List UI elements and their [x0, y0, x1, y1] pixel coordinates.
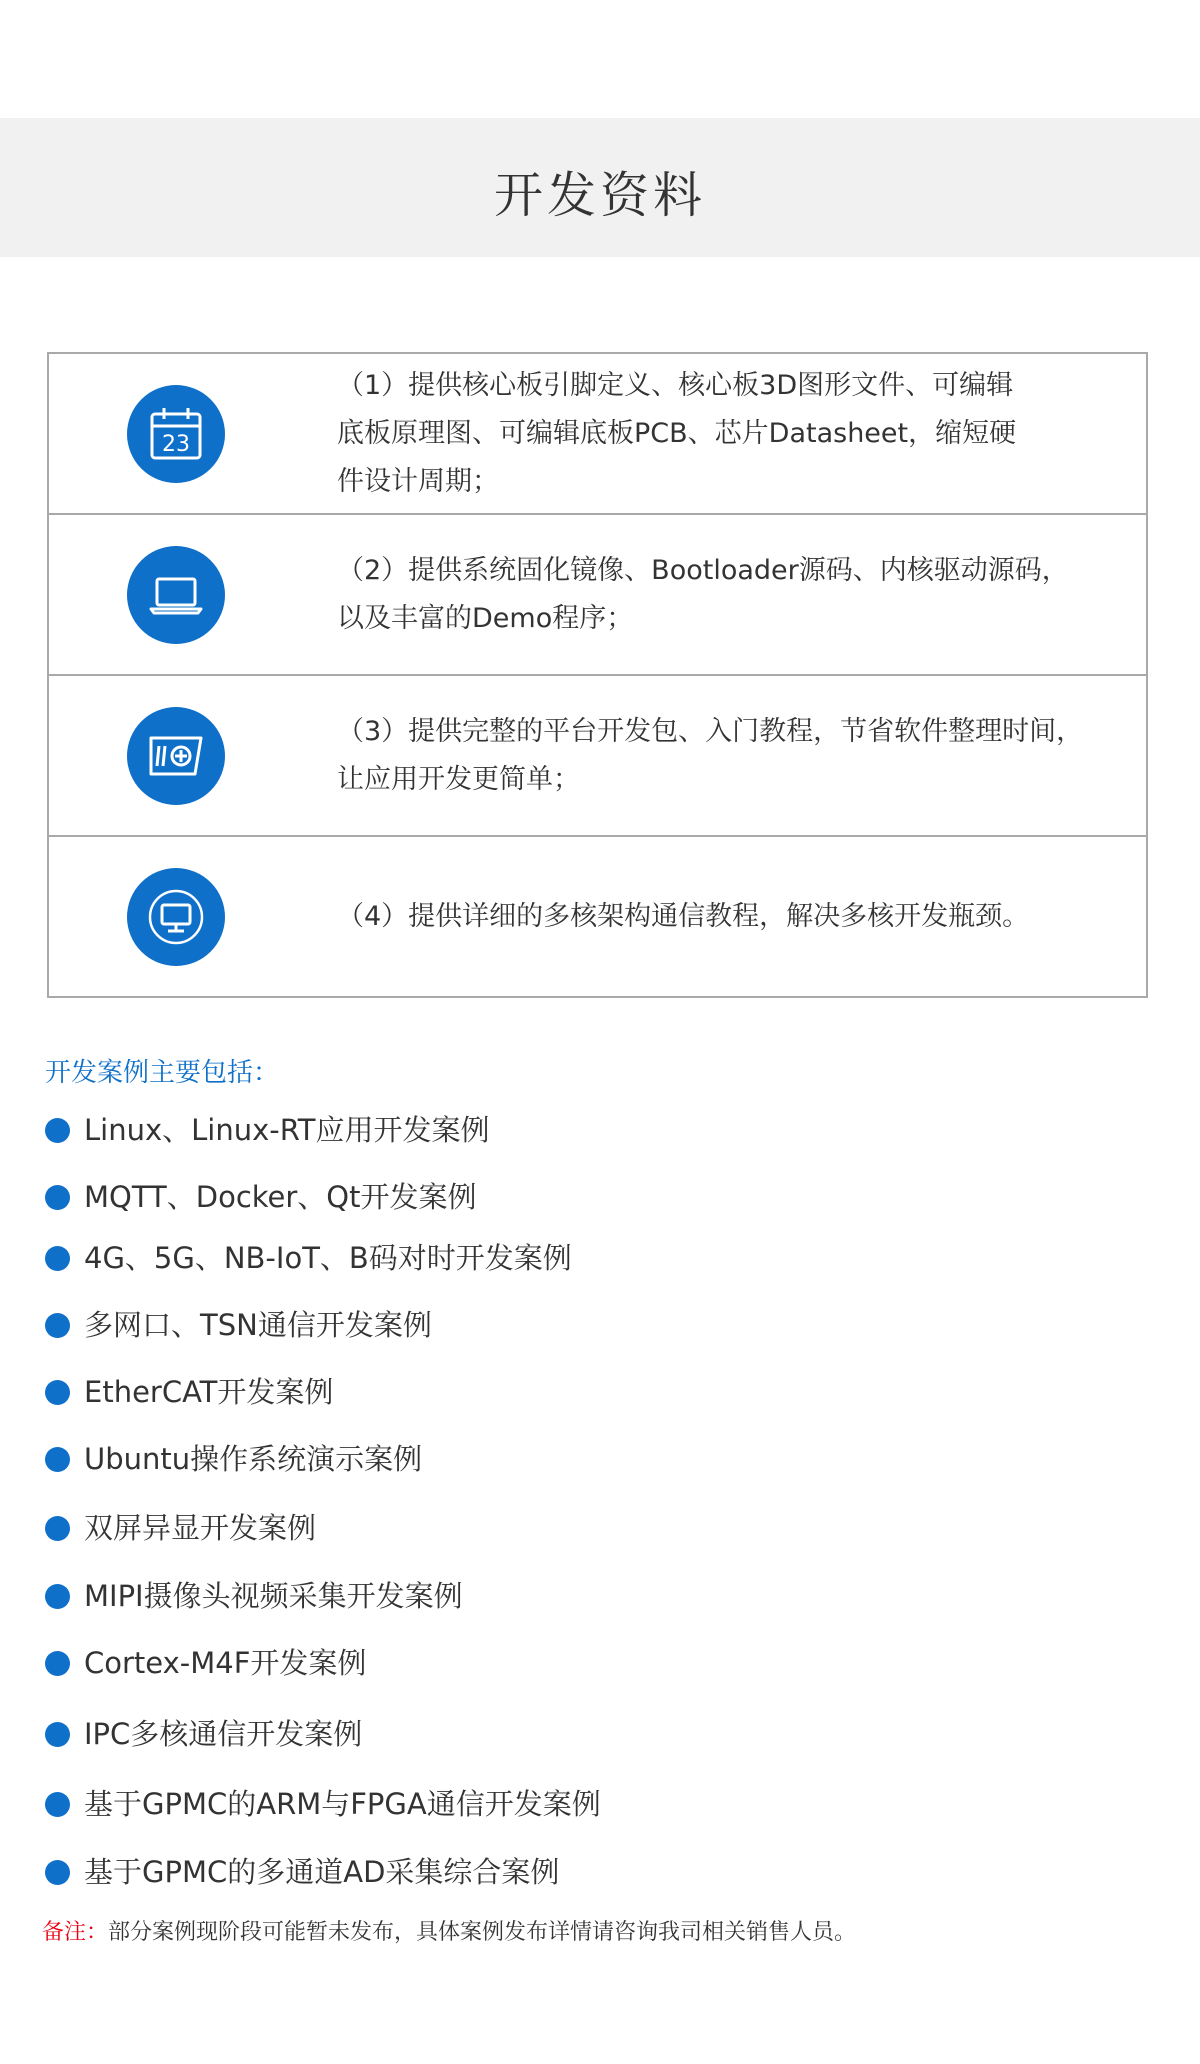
- list-item: [42, 1235, 1042, 1275]
- list-item-text: MIPI摄像头视频采集开发案例: [84, 1579, 463, 1613]
- bullet-icon: [45, 1246, 70, 1271]
- list-item: [42, 1174, 1042, 1214]
- footnote-text: 部分案例现阶段可能暂未发布，具体案例发布详情请咨询我司相关销售人员。: [108, 1920, 857, 1945]
- bullet-icon: [45, 1313, 70, 1338]
- footnote: [42, 1915, 856, 1946]
- feature-text-4: [337, 893, 1137, 941]
- feature-line: （1）提供核心板引脚定义、核心板3D图形文件、可编辑: [337, 370, 1014, 401]
- list-item: [42, 1781, 1042, 1821]
- header-band: [0, 118, 1200, 257]
- list-item-text: 双屏异显开发案例: [84, 1511, 317, 1545]
- list-item-text: 基于GPMC的多通道AD采集综合案例: [84, 1855, 560, 1889]
- features-table: [47, 352, 1148, 998]
- list-item: [42, 1849, 1042, 1889]
- bullet-icon: [45, 1380, 70, 1405]
- list-item: [42, 1573, 1042, 1613]
- bullet-icon: [45, 1722, 70, 1747]
- bullet-icon: [45, 1118, 70, 1143]
- list-item-text: MQTT、Docker、Qt开发案例: [84, 1180, 477, 1214]
- bullet-icon: [45, 1651, 70, 1676]
- feature-line: 件设计周期；: [337, 466, 499, 497]
- list-item-text: Cortex-M4F开发案例: [84, 1646, 367, 1680]
- laptop-icon: [127, 546, 225, 644]
- bullet-icon: [45, 1516, 70, 1541]
- list-item-text: Ubuntu操作系统演示案例: [84, 1442, 423, 1476]
- feature-line: （2）提供系统固化镜像、Bootloader源码、内核驱动源码，: [337, 555, 1069, 586]
- bullet-icon: [45, 1584, 70, 1609]
- list-item: [42, 1107, 1042, 1147]
- feature-text-2: [337, 547, 1137, 643]
- feature-line: 让应用开发更简单；: [337, 764, 580, 795]
- bullet-icon: [45, 1447, 70, 1472]
- feature-row-3: [49, 676, 1146, 837]
- list-item: [42, 1640, 1042, 1680]
- cases-heading: 开发案例主要包括：: [45, 1058, 280, 1088]
- list-item-text: EtherCAT开发案例: [84, 1375, 334, 1409]
- list-item-text: 基于GPMC的ARM与FPGA通信开发案例: [84, 1787, 601, 1821]
- dev-kit-icon: [127, 707, 225, 805]
- page-title: 开发资料: [493, 166, 706, 224]
- list-item: [42, 1369, 1042, 1409]
- footnote-label: 备注：: [42, 1920, 109, 1945]
- bullet-icon: [45, 1860, 70, 1885]
- feature-line: 底板原理图、可编辑底板PCB、芯片Datasheet，缩短硬: [337, 418, 1017, 449]
- feature-line: （4）提供详细的多核架构通信教程，解决多核开发瓶颈。: [337, 901, 1030, 932]
- list-item: [42, 1711, 1042, 1751]
- feature-row-2: [49, 515, 1146, 676]
- list-item-text: IPC多核通信开发案例: [84, 1717, 363, 1751]
- feature-text-3: [337, 708, 1137, 804]
- feature-text-1: [337, 362, 1137, 506]
- feature-line: 以及丰富的Demo程序；: [337, 603, 634, 634]
- feature-row-1: [49, 354, 1146, 515]
- bullet-icon: [45, 1185, 70, 1210]
- feature-row-4: [49, 837, 1146, 998]
- monitor-icon: [127, 868, 225, 966]
- feature-line: （3）提供完整的平台开发包、入门教程，节省软件整理时间，: [337, 716, 1084, 747]
- list-item-text: 4G、5G、NB-IoT、B码对时开发案例: [84, 1241, 572, 1275]
- list-item: [42, 1436, 1042, 1476]
- list-item: [42, 1505, 1042, 1545]
- list-item: [42, 1302, 1042, 1342]
- calendar-icon: [127, 385, 225, 483]
- list-item-text: 多网口、TSN通信开发案例: [84, 1308, 432, 1342]
- bullet-icon: [45, 1792, 70, 1817]
- list-item-text: Linux、Linux-RT应用开发案例: [84, 1113, 490, 1147]
- calendar-day-text: 23: [162, 432, 190, 457]
